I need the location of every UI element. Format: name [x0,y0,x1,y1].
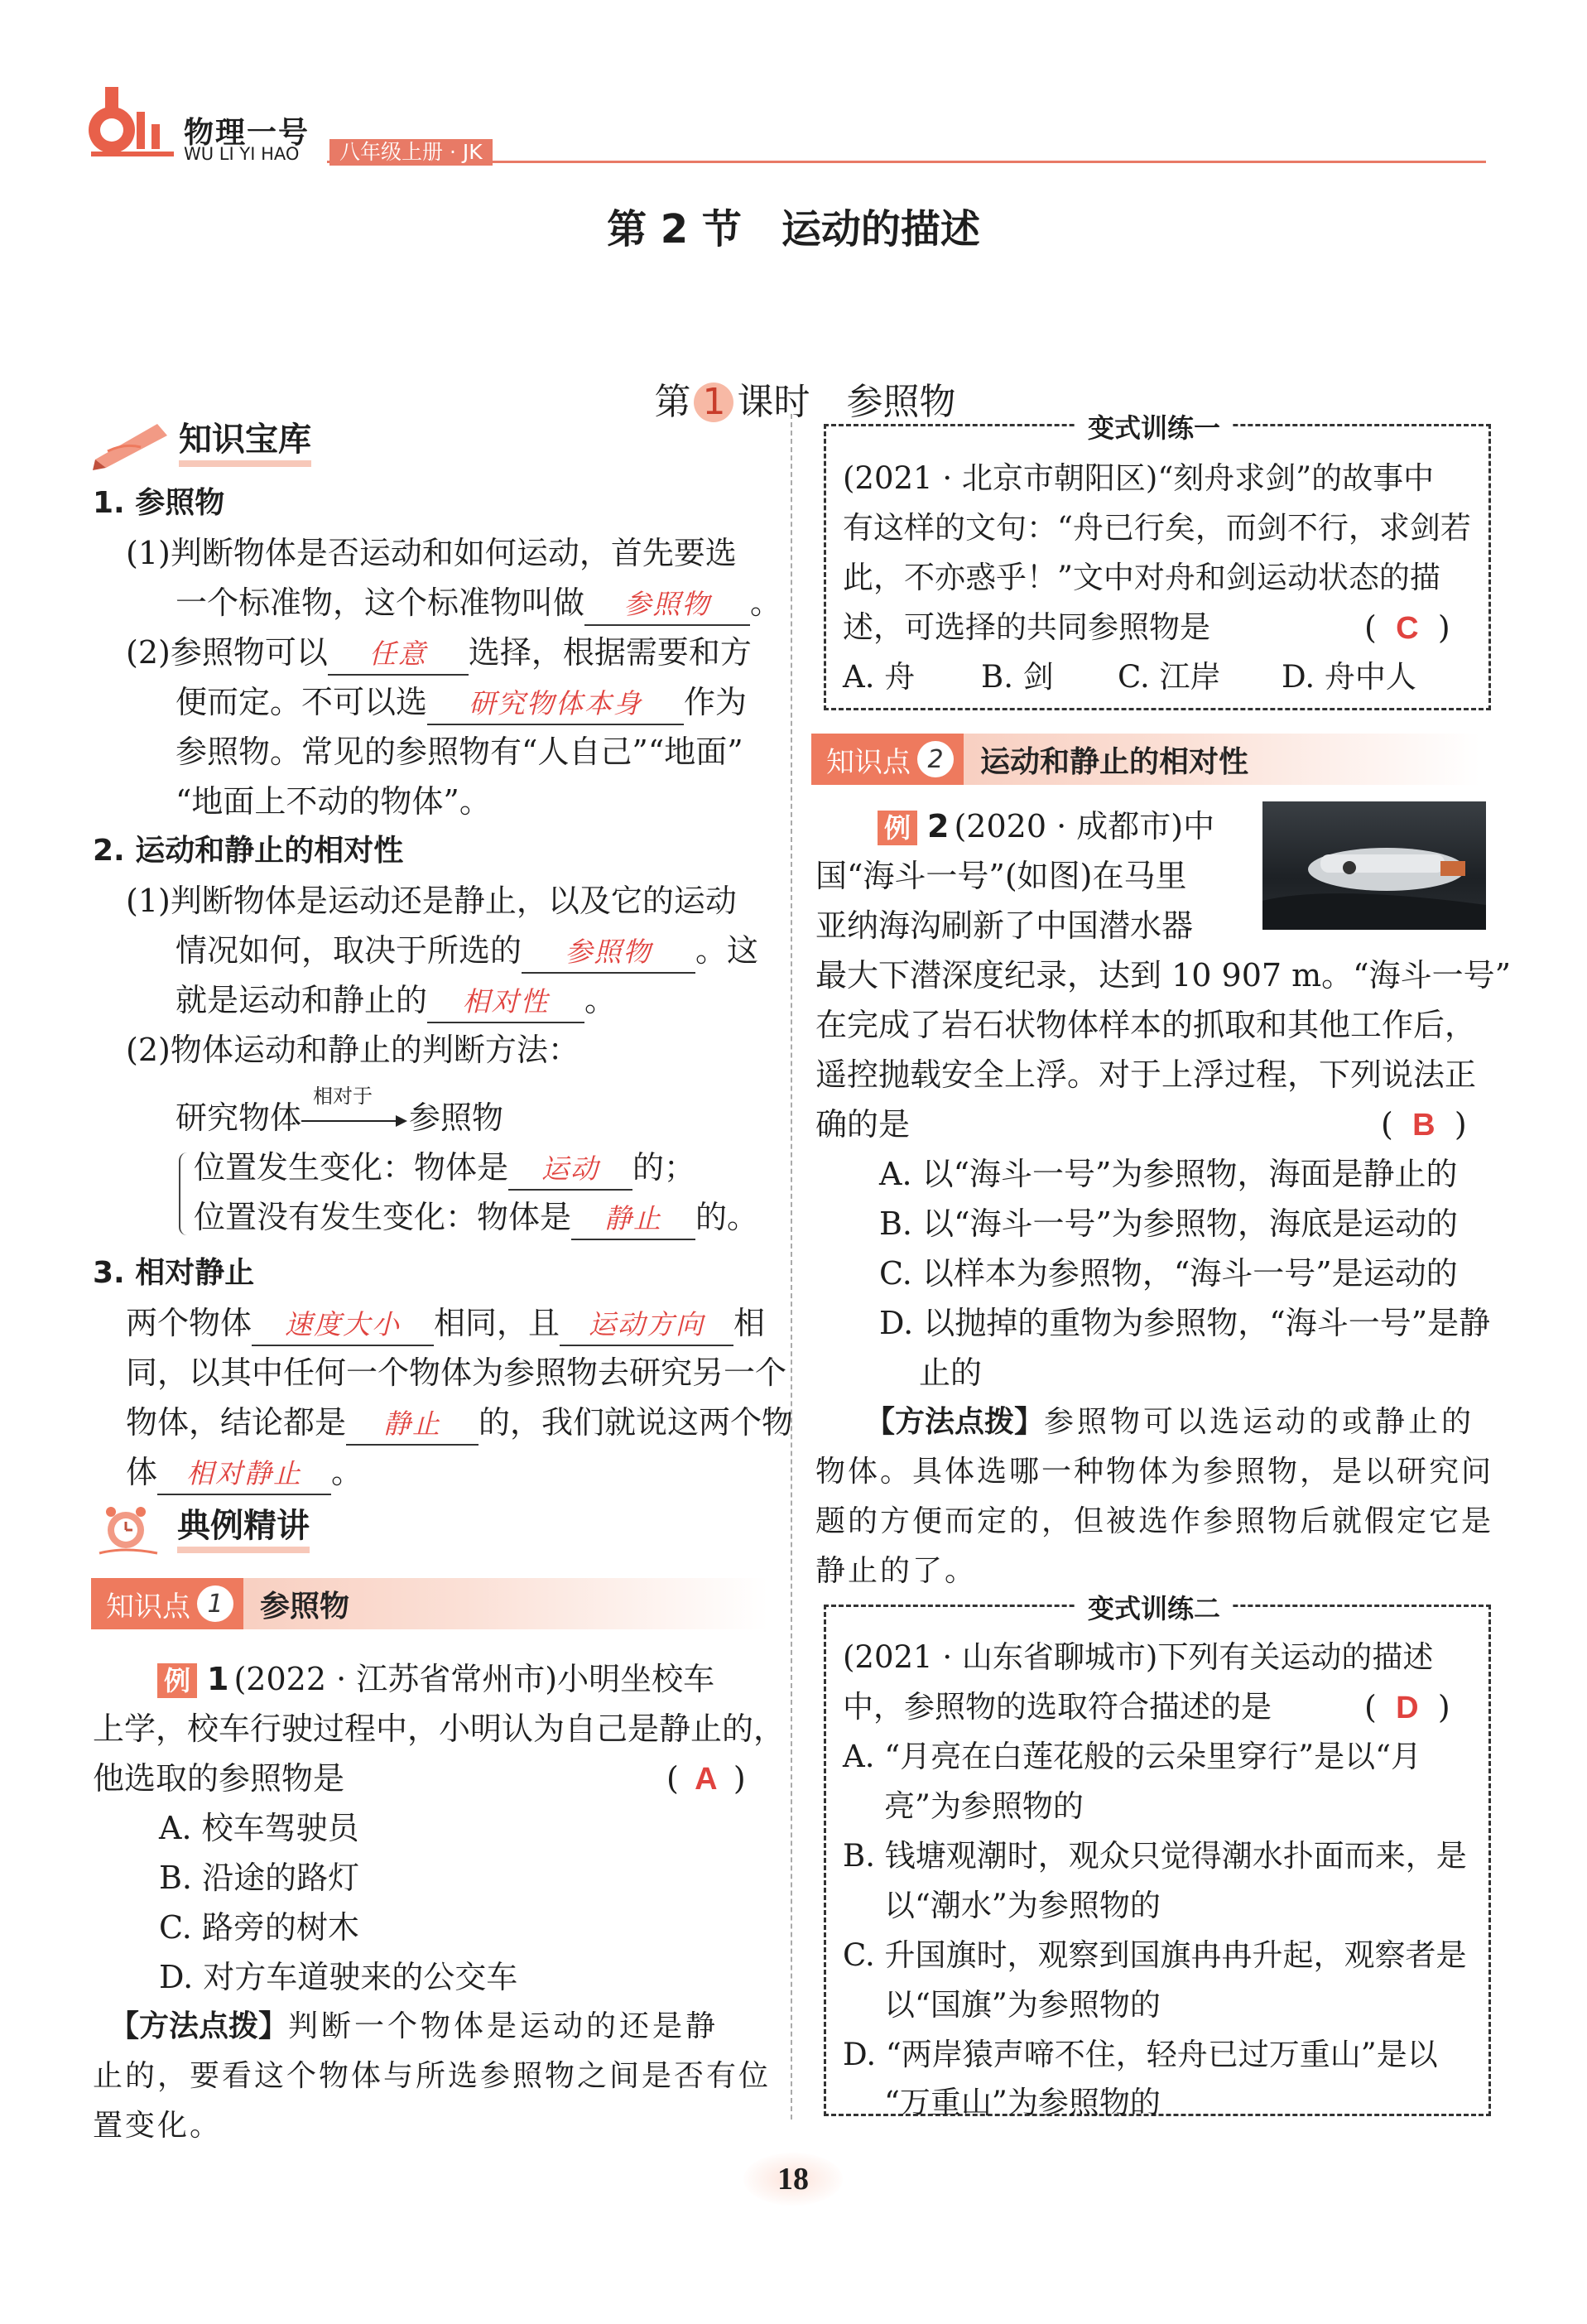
section-title: 第 2 节 运动的描述 [607,206,980,253]
example-2-tip-2: 物体。具体选哪一种物体为参照物，是以研究问 [815,1455,1494,1489]
text: 便而定。不可以选 [176,684,428,720]
example-1-option-a: A. 校车驾驶员 [159,1810,359,1846]
text: 位置没有发生变化：物体是 [194,1199,572,1235]
answer-choice: C [1396,611,1419,646]
item-2-line-3 [176,975,616,1025]
pencil-icon [91,414,174,472]
grade-tag: 八年级上册 · JK [329,139,493,166]
example-2-line-4: 最大下潜深度纪录，达到 10 907 m。“海斗一号” [815,957,1512,994]
variant-1-answer: ( C ) [1364,603,1450,653]
item-1-line-5: 参照物。常见的参照物有“人自己”“地面” [176,734,743,770]
submersible-icon [1262,801,1486,930]
example-tag: 例 [878,811,917,845]
example-2-line-5: 在完成了岩石状物体样本的抓取和其他工作后， [815,1007,1477,1043]
example-2-option-d-cont: 止的 [919,1354,983,1391]
item-1-line-1: (1)判断物体是否运动和如何运动，首先要选 [126,535,737,571]
variant-2-line-2: 中，参照物的选取符合描述的是 [843,1689,1272,1725]
variant-1-line-2: 有这样的文句：“舟已行矣，而剑不行，求剑若 [843,510,1471,546]
example-2-line-3: 亚纳海沟刷新了中国潜水器 [815,907,1194,944]
tip-text: 判断一个物体是运动的还是静 [288,2009,719,2043]
variant-1-line-3: 此，不亦惑乎！”文中对舟和剑运动状态的描 [843,560,1440,595]
text: 物体，结论都是 [126,1404,347,1441]
variant-2-answer: ( D ) [1364,1682,1450,1733]
item-1-line-6: “地面上不动的物体”。 [176,783,491,820]
knowledge-heading [91,414,311,472]
answer-choice: D [1396,1691,1419,1725]
example-1-line-1 [157,1654,714,1704]
variant-1-line-1: (2021 · 北京市朝阳区)“刻舟求剑”的故事中 [843,460,1435,496]
example-2-line-6: 遥控抛载安全上浮。对于上浮过程，下列说法正 [815,1056,1477,1093]
knowledge-heading-text: 知识宝库 [179,419,311,467]
relative-to-arrow [301,1084,409,1138]
item-2-title: 2. 运动和静止的相对性 [93,834,404,868]
example-number: 1 [207,1661,229,1697]
brand-pinyin: WU LI YI HAO [184,144,300,164]
example-2-tip-3: 题的方便而定的，但被选作参照物后就假定它是 [815,1504,1494,1538]
flask-logo-icon [87,79,178,161]
example-2-option-d: D. 以抛掉的重物为参照物，“海斗一号”是静 [879,1305,1491,1341]
typical-examples-heading [91,1500,310,1558]
variant-2-option-b-cont: 以“潮水”为参照物的 [884,1888,1161,1923]
answer-blank: 相对性 [427,982,584,1023]
lesson-title-suffix: 课时 参照物 [737,381,956,423]
text: 一个标准物，这个标准物叫做 [176,585,585,621]
answer-blank: 运动 [508,1149,632,1191]
tip-label: 【方法点拨】 [865,1405,1045,1439]
text: 。这 [695,932,759,969]
item-3-line-2: 同，以其中任何一个物体为参照物去研究另一个 [126,1354,787,1391]
item-1-line-2 [176,578,781,628]
text: 。 [331,1454,363,1490]
submersible-photo [1262,801,1486,930]
variant-1-title: 变式训练一 [1076,407,1232,445]
knowledge-point-1-bar [91,1578,768,1629]
text: 的； [632,1149,696,1186]
text: 位置发生变化：物体是 [194,1149,509,1186]
answer-blank: 运动方向 [560,1305,733,1346]
variant-1-option-a: A. 舟 [843,659,916,695]
answer-blank: 静止 [571,1199,695,1240]
lesson-number: 1 [694,383,733,422]
text: (2)参照物可以 [126,634,328,671]
example-1-line-2: 上学，校车行驶过程中，小明认为自己是静止的， [93,1711,786,1747]
brace-icon [179,1152,189,1235]
lesson-title-prefix: 第 [654,381,691,423]
text: 参照物 [409,1099,504,1136]
page-number: 18 [777,2162,809,2196]
knowledge-point-2-bar [811,734,1480,785]
variant-2-option-c: C. 升国旗时，观察到国旗冉冉升起，观察者是 [843,1937,1467,1973]
text: (2020 · 成都市)中 [954,808,1215,844]
tip-text: 参照物可以选运动的或静止的 [1044,1405,1475,1439]
kp-title: 运动和静止的相对性 [980,744,1249,779]
item-1-title: 1. 参照物 [93,486,225,520]
answer-blank: 参照物 [522,932,695,974]
alarm-clock-icon [91,1500,166,1558]
page-number-wrap [743,2153,843,2206]
example-2-option-a: A. 以“海斗一号”为参照物，海面是静止的 [879,1156,1458,1192]
example-2-line-7: 确的是 [815,1106,911,1143]
example-number: 2 [927,808,950,844]
variant-1-option-c: C. 江岸 [1118,659,1221,695]
answer-blank: 参照物 [584,585,750,626]
variant-2-option-a-cont: 亮”为参照物的 [884,1788,1084,1824]
kp-tag-text: 知识点 [106,1590,190,1624]
text: 。 [584,982,617,1018]
item-2-line-4: (2)物体运动和静止的判断方法： [126,1032,579,1068]
item-3-line-4 [126,1447,363,1497]
example-1-option-b: B. 沿途的路灯 [159,1860,360,1896]
example-1-answer: ( A ) [666,1754,746,1804]
answer-blank: 速度大小 [252,1305,434,1346]
item-1-line-3 [126,628,752,677]
answer-choice: B [1412,1108,1436,1143]
example-2-line-1 [878,801,1214,851]
text: 研究物体 [176,1099,302,1136]
brand-name: 物理一号 [184,116,310,150]
example-2-tip-1 [865,1398,1474,1447]
arrow-label: 相对于 [313,1084,373,1108]
item-3-line-1 [126,1298,765,1348]
text: 情况如何，取决于所选的 [176,932,522,969]
example-tag: 例 [157,1663,197,1698]
variant-2-title: 变式训练二 [1076,1588,1232,1626]
column-divider [791,414,792,2120]
text: 体 [126,1454,158,1490]
variant-1-line-4: 述，可选择的共同参照物是 [843,609,1210,645]
variant-2-option-d-cont: “万重山”为参照物的 [884,2085,1161,2120]
item-2-static-line [194,1192,758,1242]
text: 两个物体 [126,1305,252,1341]
example-2-tip-4: 静止的了。 [815,1554,978,1588]
kp-number: 1 [197,1585,233,1622]
answer-choice: A [695,1762,718,1797]
variant-2-option-b: B. 钱塘观潮时，观众只觉得潮水扑面而来，是 [843,1838,1467,1874]
item-1-line-4 [176,677,747,727]
answer-blank: 相对静止 [157,1454,331,1495]
arrow-head-icon [396,1115,407,1127]
text: 就是运动和静止的 [176,982,428,1018]
item-2-line-1: (1)判断物体是运动还是静止，以及它的运动 [126,883,737,919]
item-2-diagram-line [176,1084,504,1143]
text: 选择，根据需要和方 [468,634,752,671]
kp-tag [91,1578,243,1629]
typical-examples-text: 典例精讲 [177,1505,310,1553]
text: 。 [750,585,782,621]
kp-title: 参照物 [260,1589,350,1624]
text: 相同，且 [434,1305,560,1341]
text: 作为 [684,684,748,720]
lesson-title [0,330,1587,425]
text: (2022 · 江苏省常州市)小明坐校车 [233,1661,715,1697]
answer-blank: 任意 [328,634,469,676]
item-3-line-3 [126,1398,793,1447]
example-1-option-c: C. 路旁的树木 [159,1909,359,1946]
answer-blank: 研究物体本身 [427,684,684,725]
variant-2-option-c-cont: 以“国旗”为参照物的 [884,1987,1161,2023]
variant-2-option-a: A. “月亮在白莲花般的云朵里穿行”是以“月 [843,1739,1421,1774]
header-rule [327,161,1486,163]
example-2-option-c: C. 以样本为参照物，“海斗一号”是运动的 [879,1255,1458,1292]
variant-2-option-d: D. “两岸猿声啼不住，轻舟已过万重山”是以 [843,2037,1438,2072]
example-2-line-2: 国“海斗一号”(如图)在马里 [815,858,1187,894]
kp-tag [811,734,964,785]
item-2-line-2 [176,926,758,975]
item-3-title: 3. 相对静止 [93,1256,255,1290]
example-2-option-b: B. 以“海斗一号”为参照物，海底是运动的 [879,1205,1458,1242]
example-1-tip-3: 置变化。 [93,2109,223,2143]
example-1-line-3: 他选取的参照物是 [93,1760,345,1797]
text: 的。 [695,1199,759,1235]
example-1-tip-1 [109,2002,719,2052]
item-2-moving-line [194,1143,695,1192]
variant-1-option-d: D. 舟中人 [1282,659,1416,695]
kp-tag-text: 知识点 [826,745,911,779]
example-1-tip-2: 止的，要看这个物体与所选参照物之间是否有位 [93,2059,772,2093]
text: 的，我们就说这两个物 [479,1404,794,1441]
tip-label: 【方法点拨】 [109,2009,289,2043]
variant-2-line-1: (2021 · 山东省聊城市)下列有关运动的描述 [843,1639,1434,1675]
example-1-option-d: D. 对方车道驶来的公交车 [159,1959,518,1995]
text: 相 [733,1305,766,1341]
arrow-line-icon [301,1120,399,1122]
kp-number: 2 [917,741,954,777]
variant-1-option-b: B. 剑 [981,659,1054,695]
example-2-answer: ( B ) [1381,1099,1467,1150]
answer-blank: 静止 [346,1404,479,1446]
